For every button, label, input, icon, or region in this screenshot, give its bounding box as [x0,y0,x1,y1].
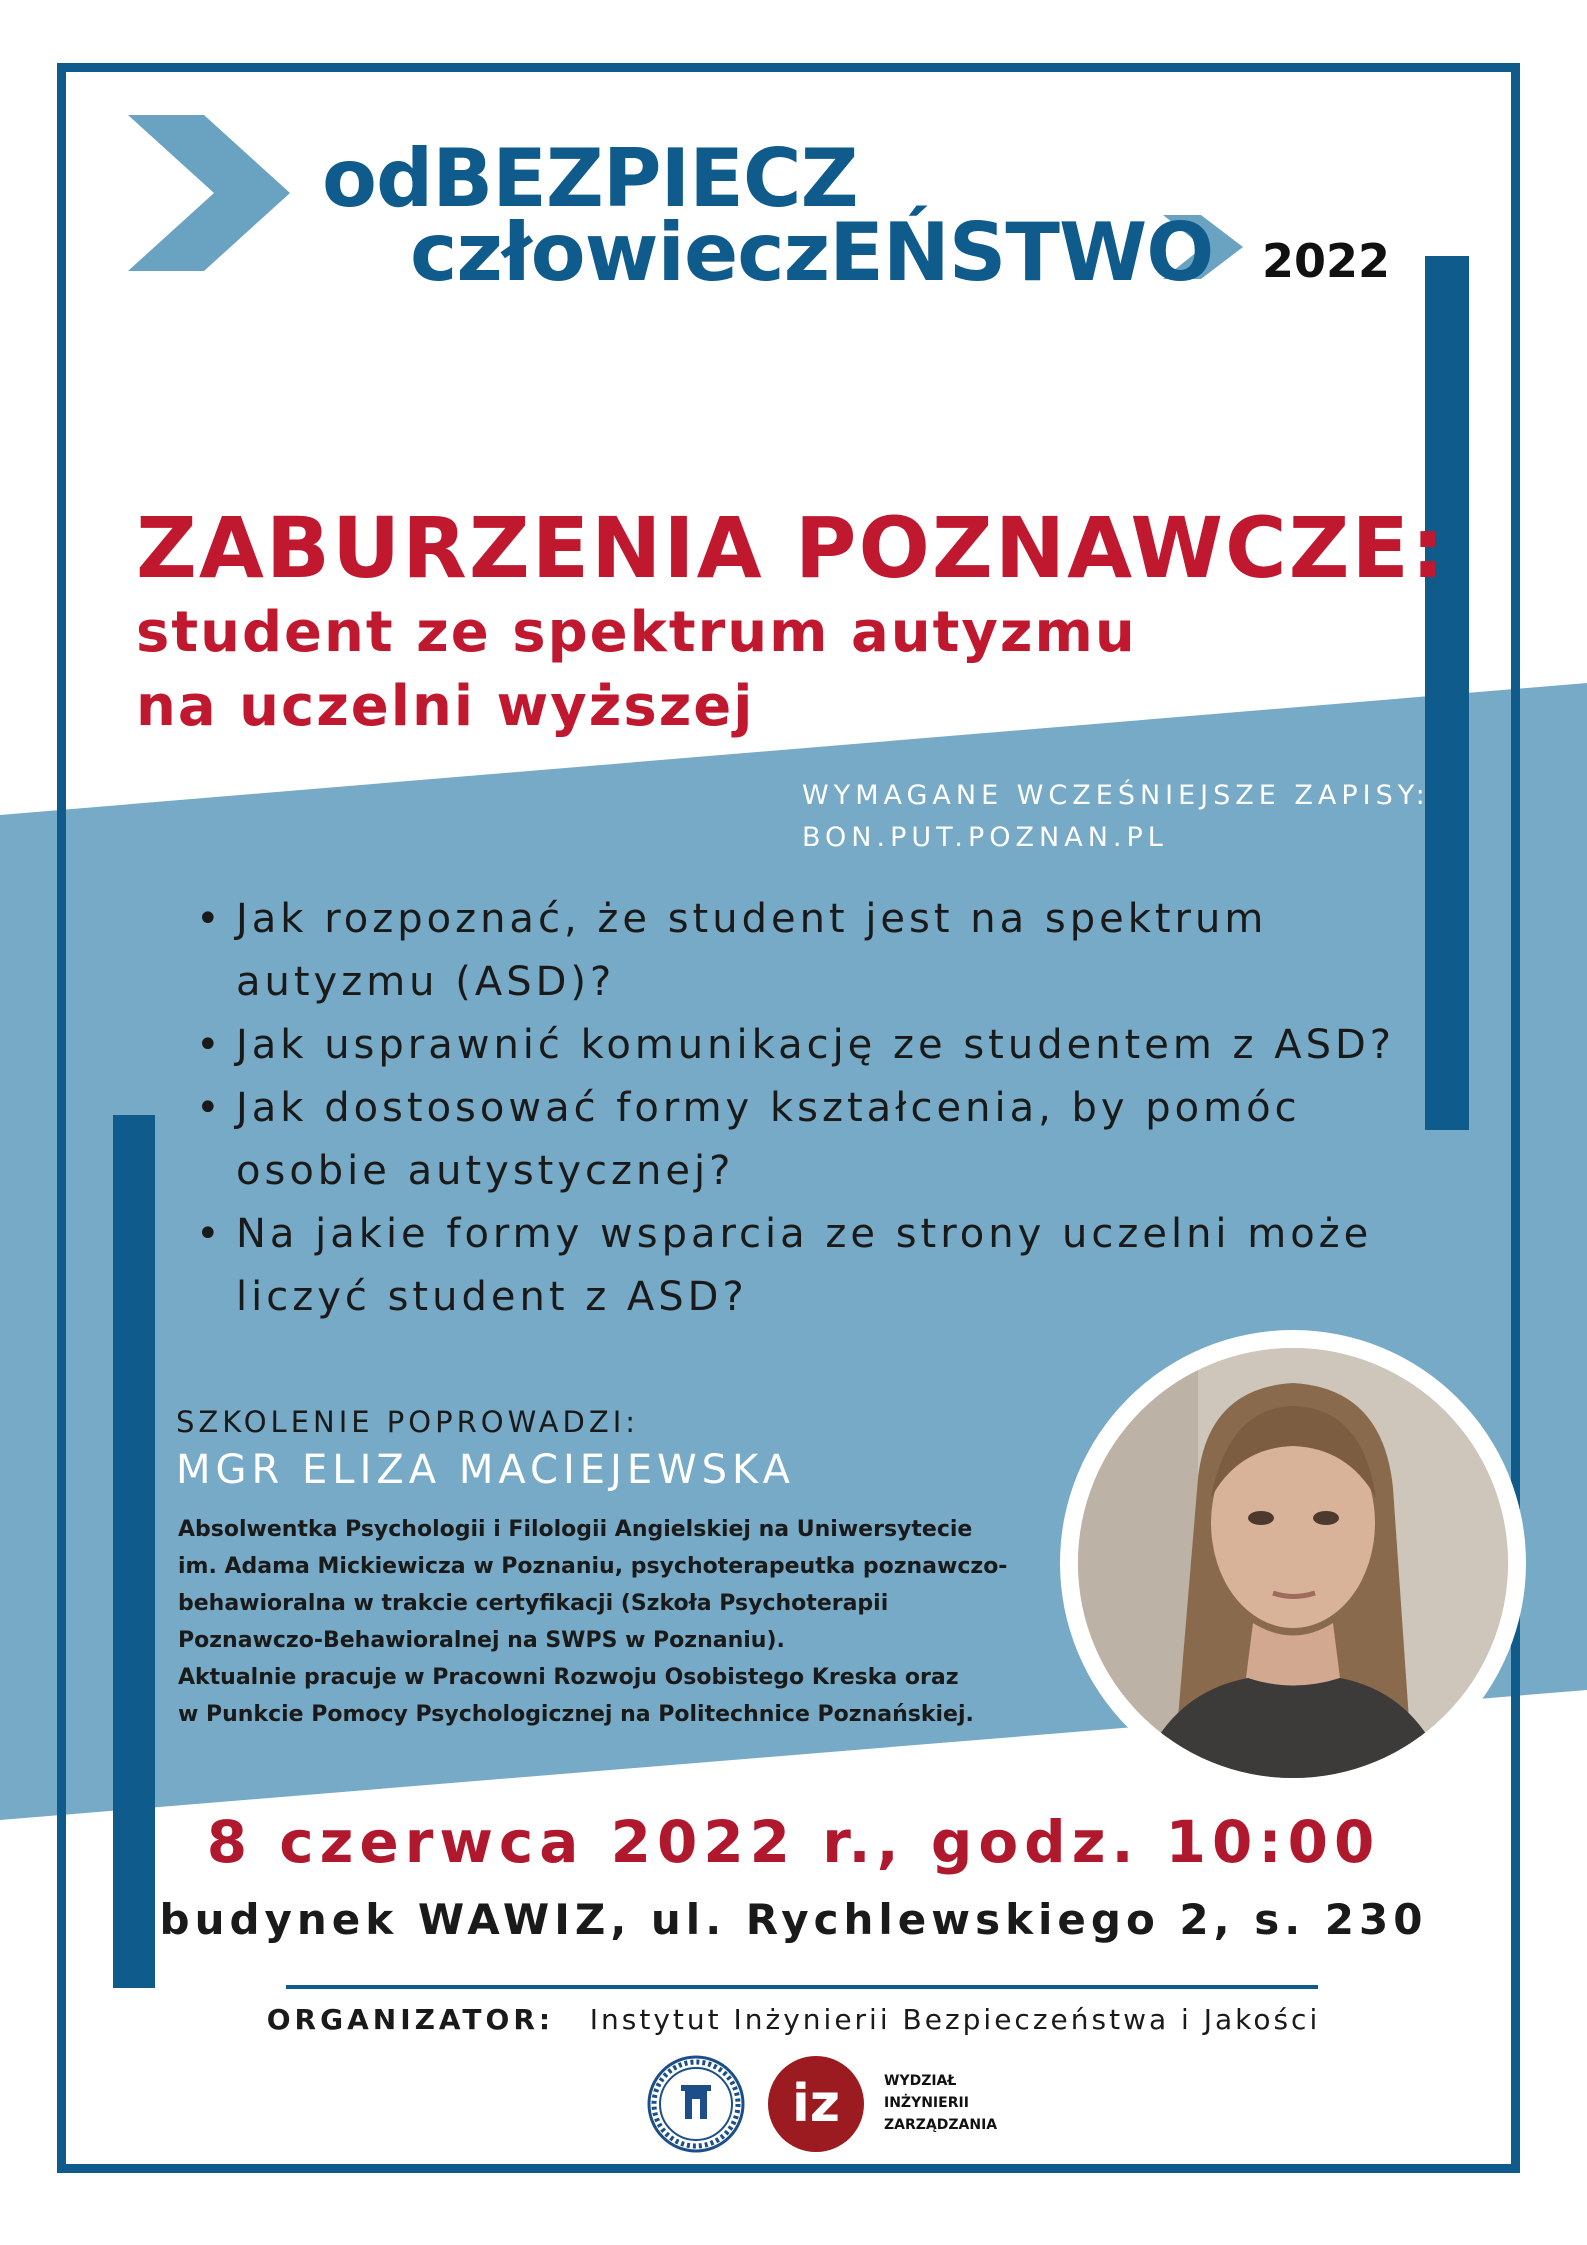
faculty-line: INŻYNIERII [884,2095,969,2111]
question-line: autyzmu (ASD)? [236,959,616,1005]
logo-text-line2: człowieczEŃSTWO [410,206,1214,299]
question-line: osobie autystycznej? [236,1148,735,1194]
question-line: Jak usprawnić komunikację ze studentem z ASD? [236,1022,1396,1068]
logo-chevron-large-icon [128,115,290,271]
bio-line: im. Adama Mickiewicza w Poznaniu, psychoterapeutka poznawczo- [178,1554,1008,1579]
question-list [196,888,1396,1329]
event-location: budynek WAWIZ, ul. Rychlewskiego 2, s. 230 [159,1895,1428,1944]
event-date: 8 czerwca 2022 r., godz. 10:00 [206,1808,1381,1876]
list-item [196,888,1396,1014]
question-line: liczyć student z ASD? [236,1274,748,1320]
registration-label: WYMAGANE WCZEŚNIEJSZE ZAPISY: [802,780,1430,811]
question-line: Na jakie formy wsparcia ze strony uczelni może [236,1211,1373,1257]
organizer [0,2003,1587,2036]
list-item [196,1014,1396,1077]
bio-line: Absolwentka Psychologii i Filologii Angielskiej na Uniwersytecie [178,1517,973,1542]
list-item [196,1077,1396,1203]
question-line: Jak dostosować formy kształcenia, by pomóc [236,1085,1301,1131]
divider [286,1985,1318,1989]
bio-line: w Punkcie Pomocy Psychologicznej na Politechnice Poznańskiej. [178,1702,974,1727]
registration-link[interactable]: BON.PUT.POZNAN.PL [802,822,1168,853]
bio-line: Poznawczo-Behawioralnej na SWPS w Poznaniu). [178,1628,785,1653]
faculty-name [884,2070,997,2136]
put-seal-icon [647,2055,745,2153]
iz-logo-icon [767,2055,865,2153]
bio-line: behawioralna w trakcie certyfikacji (Szkoła Psychoterapii [178,1591,889,1616]
faculty-line: WYDZIAŁ [884,2073,957,2089]
logo-text-line1: odBEZPIECZ [322,132,858,225]
trainer-photo [1078,1348,1508,1778]
right-accent-bar [1425,256,1469,1130]
faculty-line: ZARZĄDZANIA [884,2117,998,2133]
bio-line: Aktualnie pracuje w Pracowni Rozwoju Osobistego Kreska oraz [178,1665,959,1690]
organizer-label: ORGANIZATOR: [266,2003,555,2036]
organizer-name: Instytut Inżynierii Bezpieczeństwa i Jakości [589,2003,1321,2036]
subtitle-line1: student ze spektrum autyzmu [136,600,1137,665]
trainer-bio [178,1511,1058,1733]
edition-year: 2022 [1262,234,1391,288]
subtitle-line2: na uczelni wyższej [136,674,755,739]
portrait-image [1078,1348,1508,1778]
page-title: ZABURZENIA POZNAWCZE: [136,499,1447,597]
iz-logo-text: iz [791,2074,841,2134]
trainer-label: SZKOLENIE POPROWADZI: [176,1405,640,1439]
trainer-name: MGR ELIZA MACIEJEWSKA [176,1447,795,1493]
list-item [196,1203,1396,1329]
question-line: Jak rozpoznać, że student jest na spektrum [236,896,1268,942]
